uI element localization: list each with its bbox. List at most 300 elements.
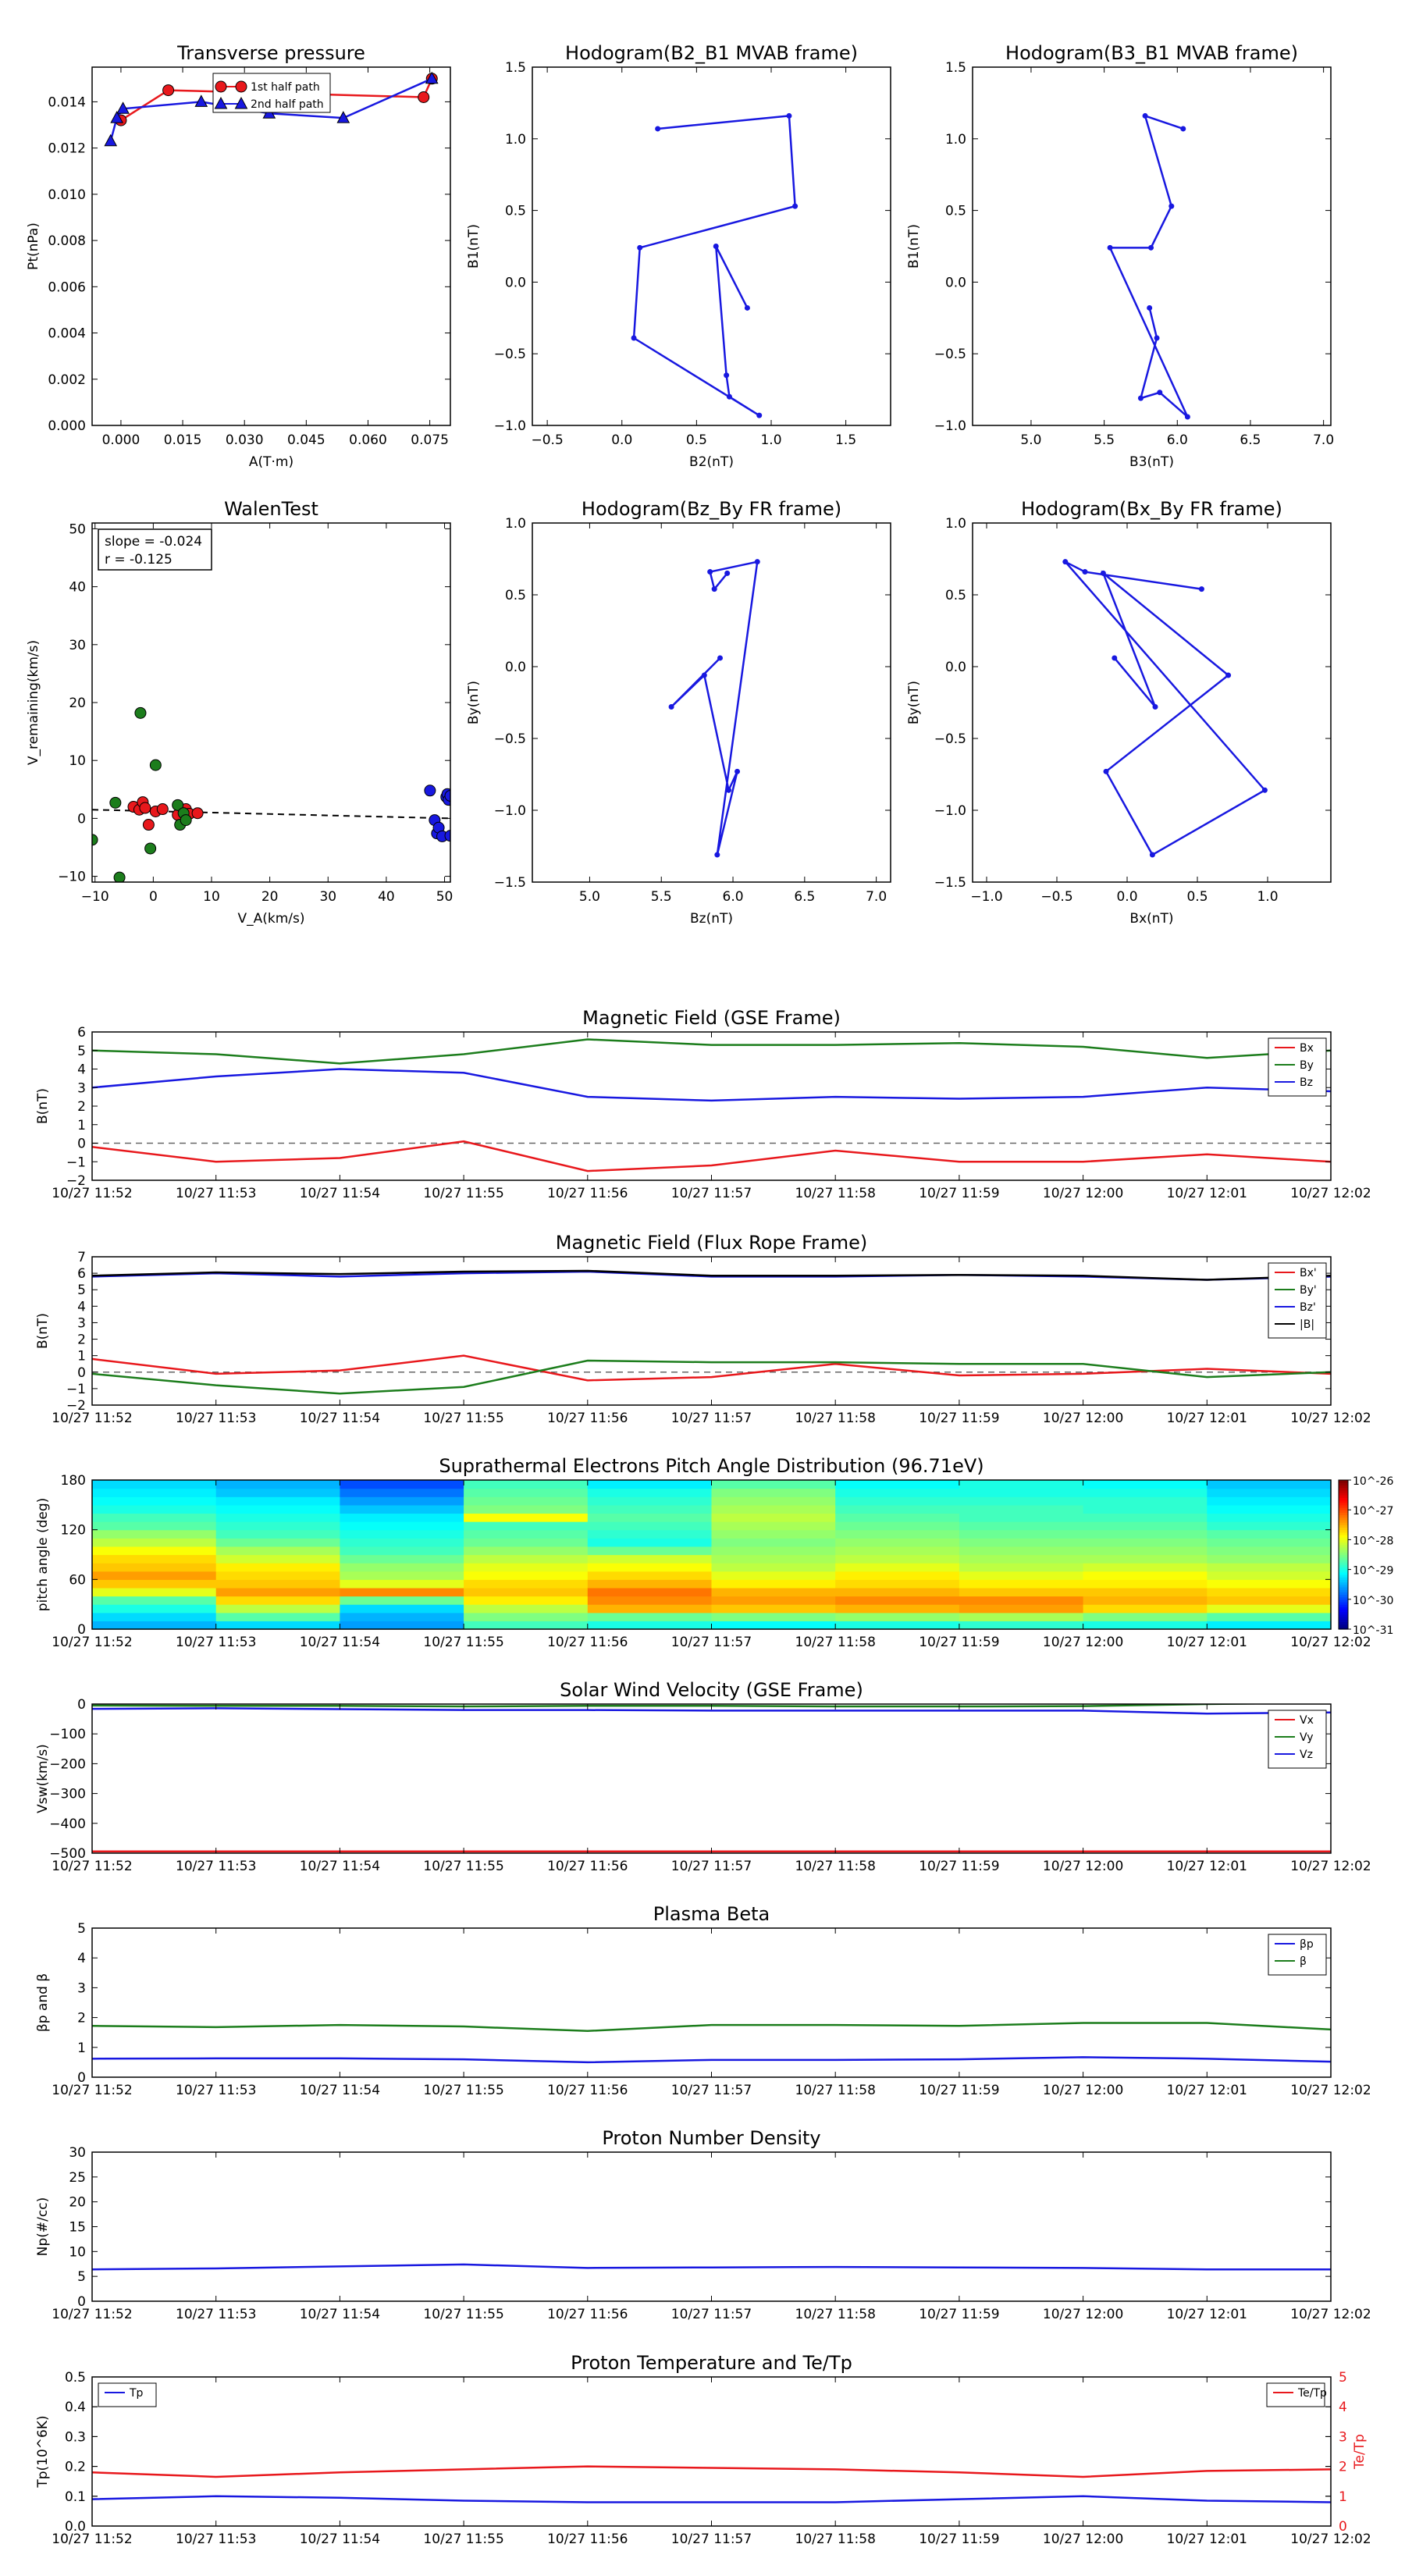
- heat-cell: [712, 1604, 836, 1613]
- x-axis-label: B2(nT): [689, 454, 734, 470]
- y-tick-label: 1.0: [504, 516, 526, 532]
- heat-cell: [92, 1530, 216, 1539]
- y-tick-label: 1: [1339, 2489, 1347, 2505]
- y-axis-label: B(nT): [35, 1087, 51, 1125]
- y-tick-label: 0.014: [48, 94, 86, 111]
- heat-cell: [216, 1604, 340, 1613]
- y-tick-label: 0.012: [48, 141, 86, 157]
- time-tick-label: 10/27 12:02: [1290, 2307, 1371, 2322]
- data-point: [637, 245, 642, 251]
- legend: [1268, 1710, 1326, 1768]
- x-tick-label: 1.0: [760, 432, 782, 448]
- data-point: [1154, 336, 1160, 341]
- x-tick-label: 5.0: [1020, 432, 1042, 448]
- heat-cell: [1083, 1480, 1208, 1489]
- heat-cell: [464, 1546, 588, 1555]
- time-tick-label: 10/27 12:01: [1166, 2083, 1247, 2098]
- y-tick-label: 0.0: [944, 660, 966, 675]
- heat-cell: [340, 1489, 464, 1497]
- y-tick-label: −1.0: [493, 418, 526, 434]
- x-tick-label: 0.0: [611, 432, 633, 448]
- heat-cell: [340, 1521, 464, 1530]
- y-axis-label: pitch angle (deg): [35, 1497, 51, 1612]
- heat-cell: [588, 1530, 712, 1539]
- heat-cell: [959, 1604, 1083, 1613]
- heat-cell: [588, 1513, 712, 1521]
- time-tick-label: 10/27 12:00: [1042, 1186, 1124, 1201]
- heat-cell: [92, 1555, 216, 1564]
- heat-cell: [1083, 1505, 1208, 1514]
- heat-cell: [959, 1546, 1083, 1555]
- heat-cell: [464, 1521, 588, 1530]
- time-tick-label: 10/27 12:01: [1166, 2532, 1247, 2547]
- heat-cell: [712, 1505, 836, 1514]
- heat-cell: [588, 1505, 712, 1514]
- heat-cell: [340, 1579, 464, 1588]
- colorbar-label: 10^-29: [1353, 1564, 1394, 1578]
- heat-cell: [216, 1555, 340, 1564]
- time-tick-label: 10/27 11:57: [670, 1411, 752, 1426]
- legend-label: βp: [1300, 1938, 1314, 1951]
- legend-label: Bz': [1300, 1301, 1316, 1314]
- y-axis-label: V_remaining(km/s): [26, 639, 41, 766]
- chart-tp: [35, 2352, 1371, 2547]
- chart-title: Suprathermal Electrons Pitch Angle Distribution (96.71eV): [439, 1455, 984, 1477]
- time-tick-label: 10/27 12:00: [1042, 2307, 1124, 2322]
- y-tick-label: 0.5: [504, 203, 526, 219]
- y-axis-label: By(nT): [466, 680, 482, 725]
- colorbar-label: 10^-26: [1353, 1475, 1394, 1488]
- time-tick-label: 10/27 11:58: [795, 1635, 876, 1650]
- heat-cell: [1083, 1596, 1208, 1605]
- legend: [1268, 1263, 1326, 1338]
- time-tick-label: 10/27 12:02: [1290, 1859, 1371, 1874]
- time-tick-label: 10/27 11:55: [423, 1411, 504, 1426]
- x-axis-label: V_A(km/s): [237, 911, 305, 927]
- heat-cell: [464, 1496, 588, 1505]
- y-tick-label: 5: [77, 1043, 86, 1059]
- y-tick-label: 2: [77, 2010, 86, 2026]
- heat-cell: [92, 1613, 216, 1621]
- data-point: [143, 820, 154, 831]
- heat-cell: [959, 1521, 1083, 1530]
- heat-cell: [588, 1563, 712, 1571]
- data-point: [786, 113, 791, 119]
- chart-hxy: [906, 498, 1331, 927]
- y-tick-label: 3: [77, 1315, 86, 1332]
- y-tick-label: 50: [69, 521, 86, 538]
- y-tick-label: 0: [77, 2070, 86, 2086]
- chart-np: [35, 2127, 1371, 2322]
- y-tick-label: 5: [77, 2269, 86, 2286]
- heat-cell: [1083, 1604, 1208, 1613]
- heat-cell: [959, 1588, 1083, 1596]
- time-tick-label: 10/27 11:57: [670, 1186, 752, 1201]
- data-point: [1153, 704, 1158, 710]
- y-tick-label: 4: [77, 1951, 86, 1967]
- annotation-text: r = -0.125: [105, 552, 173, 568]
- y-tick-label: 1.5: [504, 60, 526, 76]
- y-tick-label: 10: [69, 2244, 86, 2261]
- heat-cell: [340, 1596, 464, 1605]
- heat-cell: [712, 1613, 836, 1621]
- plot-bg: [92, 67, 450, 425]
- x-tick-label: 5.5: [650, 889, 672, 905]
- heat-cell: [340, 1530, 464, 1539]
- y-tick-label: −400: [49, 1816, 86, 1832]
- heat-cell: [464, 1489, 588, 1497]
- y-axis-label: By(nT): [906, 680, 922, 725]
- y-tick-label: 4: [77, 1062, 86, 1078]
- heat-cell: [464, 1621, 588, 1629]
- y-tick-label: −1.5: [493, 875, 526, 891]
- time-tick-label: 10/27 11:57: [670, 2307, 752, 2322]
- heat-cell: [712, 1480, 836, 1489]
- x-tick-label: 0.5: [1186, 889, 1208, 905]
- plot-bg: [532, 67, 891, 425]
- legend-label: Vz: [1300, 1749, 1313, 1761]
- y-tick-label: 1: [77, 1348, 86, 1364]
- legend-box: [98, 2383, 156, 2407]
- data-point: [1138, 396, 1144, 401]
- heat-cell: [588, 1621, 712, 1629]
- heat-cell: [1083, 1513, 1208, 1521]
- y-tick-label: −1.0: [934, 418, 966, 434]
- heat-cell: [92, 1489, 216, 1497]
- heat-cell: [92, 1546, 216, 1555]
- time-tick-label: 10/27 11:52: [52, 2307, 133, 2322]
- heat-cell: [588, 1521, 712, 1530]
- data-point: [1150, 852, 1155, 858]
- heat-cell: [835, 1546, 959, 1555]
- legend-label: Bx': [1300, 1267, 1317, 1279]
- heat-cell: [216, 1579, 340, 1588]
- time-tick-label: 10/27 11:57: [670, 1635, 752, 1650]
- data-point: [418, 91, 429, 102]
- heat-cell: [464, 1596, 588, 1605]
- legend-label: Bz: [1300, 1076, 1313, 1089]
- chart-title: Hodogram(Bz_By FR frame): [581, 498, 842, 520]
- x-tick-label: 1.5: [835, 432, 857, 448]
- heat-cell: [835, 1496, 959, 1505]
- x-tick-label: 20: [261, 889, 279, 905]
- colorbar-step: [1339, 1480, 1348, 1483]
- y-tick-label: 1: [77, 2040, 86, 2056]
- y-tick-label: 5: [77, 1921, 86, 1937]
- heat-cell: [588, 1538, 712, 1546]
- y-tick-label: −1.5: [934, 875, 966, 891]
- legend: [1268, 1038, 1326, 1096]
- heat-cell: [959, 1621, 1083, 1629]
- data-point: [145, 843, 156, 854]
- y-tick-label: 0.0: [64, 2519, 86, 2535]
- heat-cell: [588, 1588, 712, 1596]
- heat-cell: [959, 1563, 1083, 1571]
- x-tick-label: 10: [203, 889, 220, 905]
- heat-cell: [92, 1621, 216, 1629]
- x-tick-label: 5.5: [1094, 432, 1115, 448]
- heat-cell: [340, 1480, 464, 1489]
- data-point: [756, 413, 762, 418]
- y-tick-label: 6: [77, 1025, 86, 1041]
- data-point: [726, 788, 731, 793]
- heat-cell: [712, 1496, 836, 1505]
- chart-h21: [466, 42, 891, 470]
- x-tick-label: 1.0: [1257, 889, 1279, 905]
- y-tick-label: 0: [77, 1364, 86, 1381]
- legend-label: |B|: [1300, 1318, 1315, 1331]
- heat-cell: [1083, 1563, 1208, 1571]
- y-tick-label: 5: [77, 1283, 86, 1299]
- data-point: [150, 760, 161, 770]
- y-tick-label: 0: [77, 811, 86, 827]
- data-point: [655, 126, 660, 131]
- data-point: [425, 785, 436, 796]
- colorbar-label: 10^-27: [1353, 1505, 1394, 1518]
- data-point: [135, 707, 146, 718]
- time-tick-label: 10/27 11:56: [547, 1411, 628, 1426]
- y-tick-label: 1.0: [504, 131, 526, 148]
- y-tick-label: −200: [49, 1756, 86, 1773]
- y-tick-label: 15: [69, 2219, 86, 2236]
- time-tick-label: 10/27 12:00: [1042, 1635, 1124, 1650]
- x-tick-label: 0.030: [225, 432, 264, 448]
- heat-cell: [1207, 1505, 1331, 1514]
- y-tick-label: −100: [49, 1727, 86, 1743]
- heat-cell: [1207, 1496, 1331, 1505]
- heat-cell: [835, 1621, 959, 1629]
- heat-cell: [340, 1538, 464, 1546]
- heat-cell: [92, 1588, 216, 1596]
- data-point: [1104, 769, 1109, 774]
- time-tick-label: 10/27 11:53: [176, 1635, 257, 1650]
- y-tick-label: 0.1: [64, 2489, 86, 2505]
- x-tick-label: 0: [148, 889, 158, 905]
- time-tick-label: 10/27 12:01: [1166, 1635, 1247, 1650]
- heat-cell: [464, 1571, 588, 1580]
- x-tick-label: 7.0: [866, 889, 887, 905]
- data-point: [1147, 305, 1152, 311]
- data-point: [163, 85, 174, 96]
- legend-box: [1268, 1263, 1326, 1338]
- chart-bgse: [35, 1007, 1371, 1201]
- y-tick-label: −1: [66, 1155, 86, 1171]
- heat-cell: [1207, 1513, 1331, 1521]
- heat-cell: [92, 1521, 216, 1530]
- time-tick-label: 10/27 12:01: [1166, 1859, 1247, 1874]
- data-point: [140, 802, 151, 813]
- time-tick-label: 10/27 11:52: [52, 1859, 133, 1874]
- data-point: [727, 394, 732, 400]
- y-tick-label: 0: [77, 1622, 86, 1638]
- data-point: [712, 586, 717, 592]
- legend: [1267, 2383, 1327, 2407]
- heat-cell: [1083, 1571, 1208, 1580]
- heat-cell: [712, 1571, 836, 1580]
- heat-cell: [959, 1579, 1083, 1588]
- data-point: [702, 673, 707, 678]
- heat-cell: [835, 1538, 959, 1546]
- heat-cell: [1083, 1546, 1208, 1555]
- heat-cell: [464, 1513, 588, 1521]
- y-tick-label: 0.0: [944, 275, 966, 291]
- time-tick-label: 10/27 11:58: [795, 2532, 876, 2547]
- chart-vsw: [35, 1679, 1371, 1874]
- time-tick-label: 10/27 11:57: [670, 2532, 752, 2547]
- heat-cell: [1207, 1604, 1331, 1613]
- y-tick-label: 3: [1339, 2429, 1347, 2446]
- chart-title: Proton Temperature and Te/Tp: [571, 2352, 852, 2374]
- chart-title: Hodogram(Bx_By FR frame): [1021, 498, 1282, 520]
- heat-cell: [712, 1555, 836, 1564]
- x-tick-label: 6.0: [722, 889, 744, 905]
- heat-cell: [216, 1621, 340, 1629]
- time-tick-label: 10/27 11:53: [176, 1859, 257, 1874]
- heat-cell: [835, 1530, 959, 1539]
- time-tick-label: 10/27 12:02: [1290, 2532, 1371, 2547]
- heat-cell: [216, 1571, 340, 1580]
- x-tick-label: 0.000: [101, 432, 140, 448]
- time-tick-label: 10/27 11:58: [795, 2083, 876, 2098]
- heat-cell: [216, 1613, 340, 1621]
- y-tick-label: 0: [77, 1697, 86, 1713]
- data-point: [1180, 126, 1186, 131]
- heat-cell: [1207, 1621, 1331, 1629]
- time-tick-label: 10/27 11:54: [299, 1635, 381, 1650]
- data-point: [1185, 414, 1190, 419]
- x-axis-label: B3(nT): [1129, 454, 1174, 470]
- time-tick-label: 10/27 11:54: [299, 1859, 381, 1874]
- heat-cell: [712, 1521, 836, 1530]
- y-tick-label: 120: [60, 1522, 86, 1539]
- y-tick-label: 3: [77, 1080, 86, 1097]
- y-tick-label: 0.2: [64, 2459, 86, 2475]
- time-tick-label: 10/27 11:53: [176, 2532, 257, 2547]
- data-point: [724, 372, 729, 378]
- data-point: [724, 571, 730, 576]
- time-tick-label: 10/27 11:59: [919, 1411, 1000, 1426]
- time-tick-label: 10/27 12:00: [1042, 1859, 1124, 1874]
- heat-cell: [216, 1489, 340, 1497]
- heat-cell: [712, 1621, 836, 1629]
- colorbar-label: 10^-30: [1353, 1594, 1394, 1607]
- chart-title: WalenTest: [224, 498, 318, 520]
- chart-title: Solar Wind Velocity (GSE Frame): [560, 1679, 863, 1701]
- heat-cell: [1207, 1613, 1331, 1621]
- data-point: [1143, 113, 1148, 119]
- heat-cell: [464, 1505, 588, 1514]
- annotation-text: slope = -0.024: [105, 534, 203, 550]
- heat-cell: [464, 1563, 588, 1571]
- y-tick-label: 25: [69, 2169, 86, 2186]
- heat-cell: [1083, 1538, 1208, 1546]
- data-point: [1168, 204, 1174, 209]
- heat-cell: [588, 1555, 712, 1564]
- heat-cell: [1083, 1613, 1208, 1621]
- time-tick-label: 10/27 11:53: [176, 2307, 257, 2322]
- heat-cell: [588, 1596, 712, 1605]
- heat-cell: [712, 1563, 836, 1571]
- heat-cell: [959, 1538, 1083, 1546]
- heat-cell: [92, 1505, 216, 1514]
- colorbar-label: 10^-31: [1353, 1624, 1394, 1637]
- heat-cell: [92, 1496, 216, 1505]
- y-tick-label: 0.5: [504, 588, 526, 603]
- time-tick-label: 10/27 12:02: [1290, 2083, 1371, 2098]
- data-point: [717, 655, 723, 660]
- time-tick-label: 10/27 11:52: [52, 2532, 133, 2547]
- heat-cell: [959, 1513, 1083, 1521]
- heat-cell: [712, 1489, 836, 1497]
- time-tick-label: 10/27 11:56: [547, 2307, 628, 2322]
- y-tick-label: 2: [77, 1332, 86, 1348]
- heat-cell: [1083, 1555, 1208, 1564]
- data-point: [1199, 586, 1204, 592]
- data-point: [713, 244, 719, 249]
- heat-cell: [835, 1480, 959, 1489]
- time-tick-label: 10/27 11:58: [795, 2307, 876, 2322]
- y-tick-label: −1: [66, 1381, 86, 1397]
- y-tick-label: 20: [69, 696, 86, 711]
- heat-cell: [92, 1596, 216, 1605]
- heat-cell: [1207, 1530, 1331, 1539]
- legend-label: β: [1300, 1955, 1307, 1968]
- data-point: [755, 559, 760, 564]
- y-tick-label: −2: [66, 1398, 86, 1414]
- data-point: [735, 769, 740, 774]
- heat-cell: [464, 1538, 588, 1546]
- legend-label: Bx: [1300, 1042, 1314, 1055]
- heat-cell: [1083, 1621, 1208, 1629]
- y-axis-label: B(nT): [35, 1312, 51, 1350]
- y2-axis-label: Te/Tp: [1352, 2434, 1368, 2469]
- heat-cell: [835, 1521, 959, 1530]
- chart-pt: [26, 42, 450, 470]
- heat-cell: [959, 1505, 1083, 1514]
- y-tick-label: 20: [69, 2194, 86, 2211]
- time-tick-label: 10/27 11:58: [795, 1186, 876, 1201]
- heat-cell: [588, 1571, 712, 1580]
- chart-pad: [35, 1455, 1394, 1650]
- heat-cell: [464, 1530, 588, 1539]
- legend-label: By': [1300, 1284, 1317, 1297]
- time-tick-label: 10/27 11:57: [670, 1859, 752, 1874]
- time-tick-label: 10/27 12:01: [1166, 1186, 1247, 1201]
- heat-cell: [92, 1538, 216, 1546]
- time-tick-label: 10/27 11:54: [299, 1186, 381, 1201]
- x-tick-label: 0.060: [349, 432, 387, 448]
- heat-cell: [92, 1480, 216, 1489]
- heat-cell: [92, 1513, 216, 1521]
- y-tick-label: 0.004: [48, 326, 86, 342]
- time-tick-label: 10/27 11:59: [919, 2532, 1000, 2547]
- legend-label: Te/Tp: [1298, 2387, 1327, 2400]
- data-point: [215, 81, 226, 92]
- time-tick-label: 10/27 12:00: [1042, 2083, 1124, 2098]
- data-point: [1148, 245, 1154, 251]
- y-tick-label: 0: [1339, 2519, 1347, 2535]
- heat-cell: [835, 1563, 959, 1571]
- time-tick-label: 10/27 11:55: [423, 2532, 504, 2547]
- heat-cell: [464, 1555, 588, 1564]
- time-tick-label: 10/27 12:02: [1290, 1635, 1371, 1650]
- heat-cell: [216, 1480, 340, 1489]
- heat-cell: [588, 1579, 712, 1588]
- x-tick-label: 0.015: [163, 432, 202, 448]
- plot-bg: [92, 2377, 1331, 2526]
- chart-title: Plasma Beta: [653, 1903, 770, 1925]
- data-point: [114, 872, 125, 883]
